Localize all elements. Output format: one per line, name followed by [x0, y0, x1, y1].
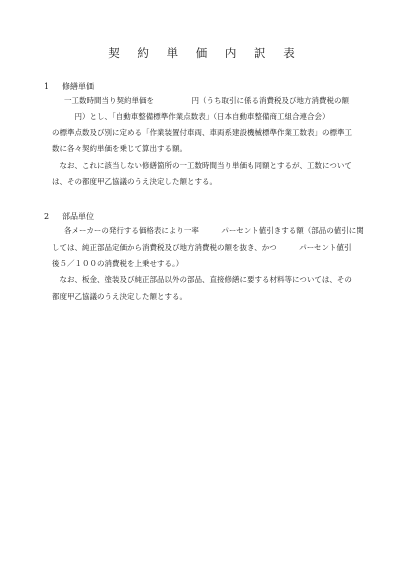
- section-2-heading: [44, 211, 94, 222]
- section-2-title: 部品単位: [62, 212, 94, 221]
- section-1-line-1: 一工数時間当り契約単価を 円（うち取引に係る消費税及び地方消費税の額: [64, 96, 349, 105]
- section-1-line-6: は、その都度甲乙協議のうえ決定した額とする。: [52, 177, 217, 186]
- section-1-heading: [44, 81, 94, 92]
- section-2-line-2: しては、純正部品定価から消費税及び地方消費税の額を抜き、かつ パーセント値引: [52, 243, 352, 252]
- section-1-line-5: なお、これに該当しない修繕箇所の一工数時間当り単価も同額とするが、工数について: [52, 161, 352, 170]
- section-1-title: 修繕単価: [62, 82, 94, 91]
- section-2-line-3: 後５／１００の消費税を上乗せする。）: [52, 259, 184, 268]
- section-1-number: 1: [44, 82, 50, 91]
- section-2-number: 2: [44, 212, 50, 221]
- section-2-line-5: 都度甲乙協議のうえ決定した額とする。: [52, 292, 187, 301]
- section-2-line-4: なお、板金、塗装及び純正部品以外の部品、直接修繕に要する材料等については、その: [52, 275, 352, 284]
- section-1-line-2: 円）とし、「自動車整備標準作業点数表」（日本自動車整備商工組合連合会）: [52, 112, 330, 121]
- document-title: 契 約 単 価 内 訳 表: [108, 46, 302, 60]
- section-2-line-1: 各メーカーの発行する価格表により一率 パーセント値引きする額（部品の値引に関: [64, 226, 364, 235]
- section-1-line-4: 数に各々契約単価を乗じて算出する額。: [52, 144, 187, 153]
- section-1-line-3: の標準点数及び別に定める「作業装置付車両、車両系建設機械標準作業工数表」の標準工: [52, 128, 352, 137]
